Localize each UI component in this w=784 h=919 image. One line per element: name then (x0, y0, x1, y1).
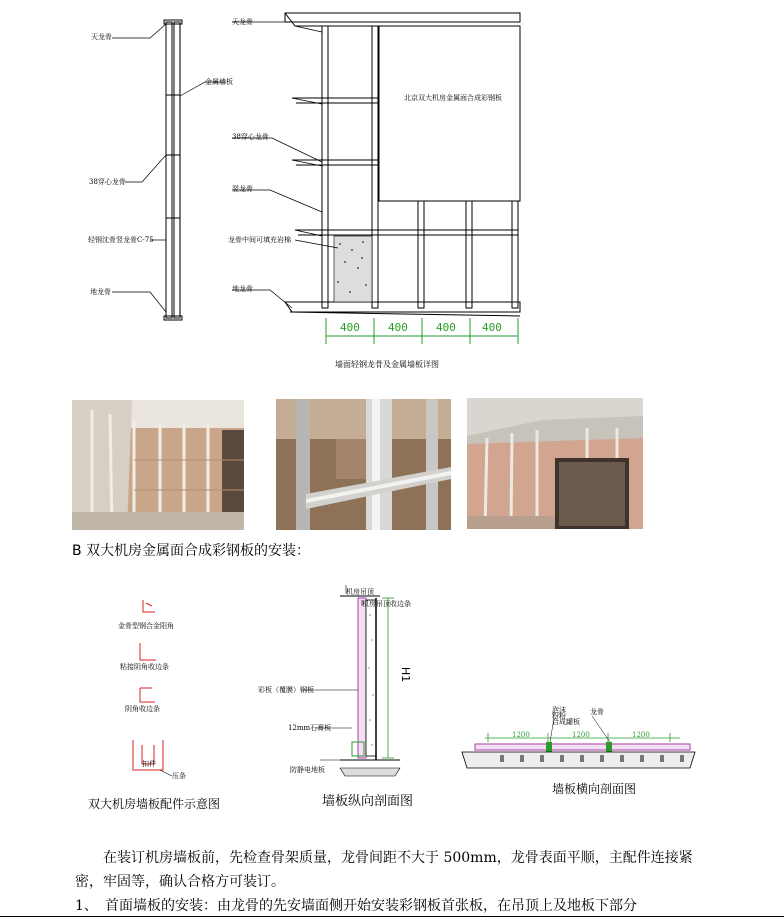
label-panel: 北京双大机房金属面合成彩钢板 (404, 94, 502, 102)
vertical-caption: 墙板纵向剖面图 (322, 794, 414, 809)
label-38-stud: 38穿心龙骨 (89, 178, 126, 186)
hs-label-stud: 龙骨 (590, 708, 604, 716)
section-b-heading: B 双大机房金属面合成彩钢板的安装： (72, 543, 311, 559)
hs-label-powder: 粉粉 (552, 712, 566, 720)
hs-label-foam: 泡沫 (552, 706, 566, 714)
vs-label-gypsum: 12mm石膏板 (288, 724, 332, 732)
dim-3: 400 (436, 321, 456, 334)
label-floor-runner: 地龙骨 (90, 288, 111, 296)
vs-label-raised-floor: 防静电地板 (290, 766, 325, 774)
dim-2: 400 (388, 321, 408, 334)
fig1-caption: 墙面轻钢龙骨及金属墙板详图 (335, 360, 439, 369)
hs-dim-3: 1200 (632, 731, 650, 739)
horizontal-caption: 墙板横向剖面图 (552, 782, 637, 796)
label-38-stud-2: 38穿心龙骨 (232, 133, 269, 141)
label-rockwool: 龙骨中间可填充岩棉 (228, 236, 291, 244)
label-vertical-stud: 竖龙骨 (232, 185, 253, 193)
label-c75-stud: 轻钢沈骨竖龙骨C-75 (88, 236, 154, 244)
part-label-clip: 扣件 (142, 760, 156, 768)
part-label-strip: 压条 (172, 772, 186, 780)
vs-label-steel-panel: 彩板（覆膜）钢板 (258, 686, 314, 694)
paragraph-first-panel-number: 1、 (75, 898, 98, 914)
label-floor-runner-2: 地龙骨 (232, 285, 253, 293)
label-top-runner: 天龙骨 (91, 33, 112, 41)
dim-1: 400 (340, 321, 360, 334)
label-metal-panel: 金属墙板 (205, 78, 233, 86)
part-label-outer-corner: 金骨型钢合金阳角 (118, 622, 174, 630)
paragraph-first-panel: 首面墙板的安装：由龙骨的先安墙面侧开始安装彩钢板首张板，在吊顶上及地板下部分 (105, 898, 637, 914)
vs-label-ceiling: 机房吊顶 (346, 588, 374, 596)
page-divider (0, 916, 784, 917)
vs-label-ceiling-trim: 机房吊顶收边条 (362, 600, 411, 608)
vs-dim-h1: H1 (399, 666, 413, 683)
hs-label-composite: 合成罐板 (552, 718, 580, 726)
part-label-inner-trim-glue: 粘接阴角收边条 (120, 663, 169, 671)
hs-dim-1: 1200 (512, 731, 530, 739)
dim-4: 400 (482, 321, 502, 334)
parts-caption: 双大机房墙板配件示意图 (88, 797, 221, 811)
part-label-inner-trim: 阴角收边条 (125, 705, 160, 713)
paragraph-inspection: 在装订机房墙板前，先检查骨架质量，龙骨间距不大于 500mm，龙骨表面平顺，主配件连接紧密，牢固等，确认合格方可装订。 (75, 850, 693, 890)
label-top-runner-2: 天龙骨 (232, 18, 253, 26)
hs-dim-2: 1200 (572, 731, 590, 739)
